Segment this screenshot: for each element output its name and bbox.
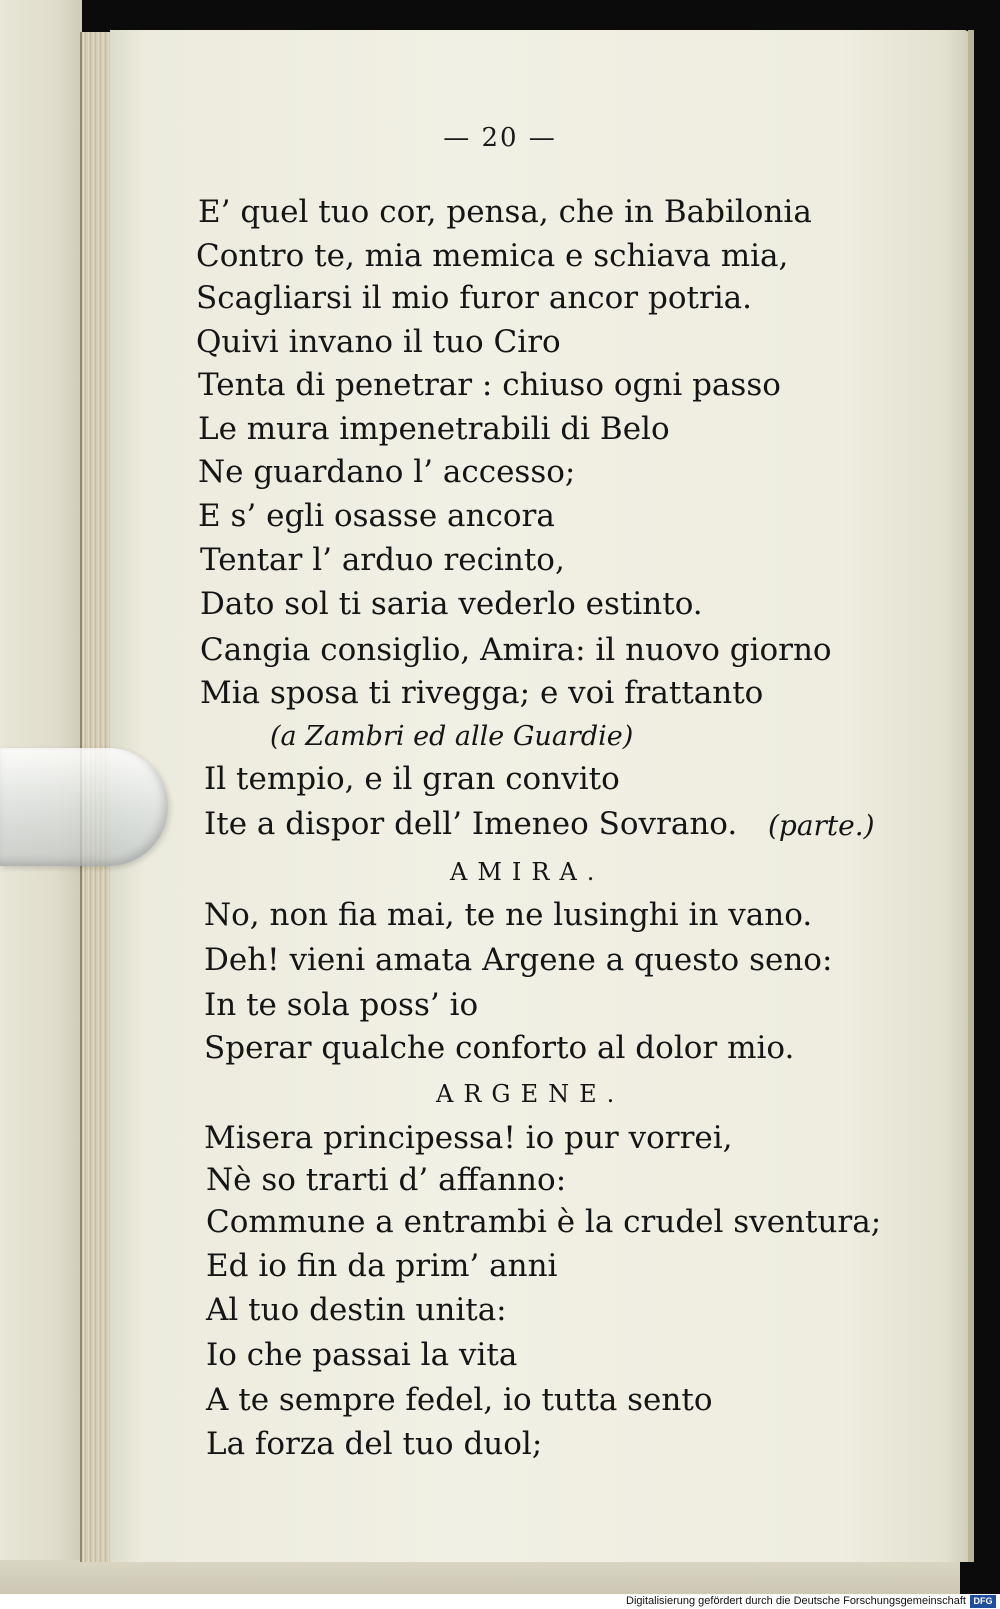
stage-direction: (a Zambri ed alle Guardie) bbox=[270, 721, 634, 752]
page-number: — 20 — bbox=[443, 123, 557, 153]
digitization-credit: Digitalisierung gefördert durch die Deutsche Forschungsgemeinschaft bbox=[626, 1595, 966, 1607]
speaker-heading: ARGENE. bbox=[436, 1080, 625, 1108]
verse-line: Dato sol ti saria vederlo estinto. bbox=[200, 586, 703, 622]
verse-line: Ne guardano l’ accesso; bbox=[198, 454, 576, 490]
verse-line: Io che passai la vita bbox=[206, 1337, 518, 1373]
verse-line: Commune a entrambi è la crudel sventura; bbox=[206, 1204, 882, 1240]
verse-line: Sperar qualche conforto al dolor mio. bbox=[204, 1030, 795, 1066]
verse-line: E’ quel tuo cor, pensa, che in Babilonia bbox=[198, 194, 812, 230]
verse-line: Mia sposa ti rivegga; e voi frattanto bbox=[200, 675, 764, 711]
verse-line: La forza del tuo duol; bbox=[206, 1426, 543, 1462]
verse-line: Le mura impenetrabili di Belo bbox=[198, 411, 670, 447]
verse-line: A te sempre fedel, io tutta sento bbox=[206, 1382, 713, 1418]
verse-line: Ed io fin da prim’ anni bbox=[206, 1248, 558, 1284]
verse-line: Misera principessa! io pur vorrei, bbox=[204, 1120, 733, 1156]
verse-line: Nè so trarti d’ affanno: bbox=[206, 1162, 567, 1198]
verse-line: Contro te, mia memica e schiava mia, bbox=[196, 238, 789, 274]
verse-line: Quivi invano il tuo Ciro bbox=[196, 324, 561, 360]
verse-line: Ite a dispor dell’ Imeneo Sovrano. bbox=[204, 806, 738, 842]
verse-line: Cangia consiglio, Amira: il nuovo giorno bbox=[200, 632, 832, 668]
page-clip bbox=[0, 748, 168, 866]
dfg-logo: DFG bbox=[970, 1595, 996, 1608]
verse-line: Al tuo destin unita: bbox=[206, 1292, 507, 1328]
exit-direction: (parte.) bbox=[768, 809, 875, 842]
verse-line: In te sola poss’ io bbox=[204, 987, 479, 1023]
verse-line: E s’ egli osasse ancora bbox=[198, 498, 555, 534]
speaker-heading: AMIRA. bbox=[450, 858, 605, 886]
verse-line: Il tempio, e il gran convito bbox=[204, 761, 620, 797]
verse-line: Tenta di penetrar : chiuso ogni passo bbox=[198, 367, 781, 403]
verse-line: Deh! vieni amata Argene a questo seno: bbox=[204, 942, 833, 978]
page-right-edge bbox=[968, 30, 974, 1562]
verse-line: No, non fia mai, te ne lusinghi in vano. bbox=[204, 897, 813, 933]
verse-line: Scagliarsi il mio furor ancor potria. bbox=[196, 280, 753, 316]
verse-line: Tentar l’ arduo recinto, bbox=[200, 542, 565, 578]
